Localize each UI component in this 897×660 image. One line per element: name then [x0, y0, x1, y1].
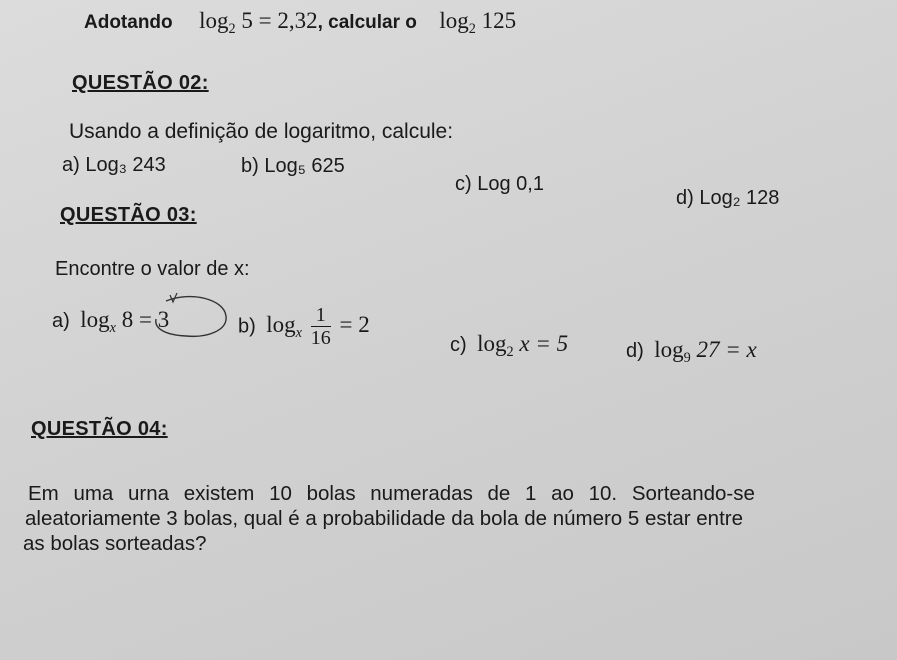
q3-item-a-expr [80, 307, 170, 336]
q2-item-b-letter: b) [241, 155, 259, 177]
q2-item-a-letter: a) [62, 154, 80, 176]
q3-item-b-letter: b) [238, 315, 256, 338]
q3-item-b-rest: = 2 [339, 312, 370, 338]
q3-item-a-log: log [80, 307, 110, 332]
intro-target-arg: 125 [481, 8, 517, 33]
q2-item-c-letter: c) [455, 173, 472, 195]
q2-item-b-expr: Log₅ 625 [264, 155, 345, 177]
q3-item-b-expr [266, 304, 370, 349]
q2-item-d [676, 187, 779, 210]
q3-item-d-base: 9 [683, 349, 691, 366]
q3-item-c-log: log [477, 331, 507, 356]
q4-heading: QUESTÃO 04: [31, 418, 168, 440]
q3-item-d-rest: 27 = x [696, 337, 757, 362]
q3-item-c-base: 2 [506, 343, 514, 360]
q2-instruction: Usando a definição de logaritmo, calcule: [69, 120, 454, 143]
intro-log-expression: $\log_2 5 = 2,32$ [199, 8, 318, 37]
q2-item-a-expr: Log₃ 243 [85, 154, 166, 176]
q3-item-b-log: log [266, 312, 296, 338]
q3-item-d-letter: d) [626, 340, 644, 362]
q3-item-a [52, 307, 170, 336]
q3-item-b-base: x [295, 325, 302, 342]
q3-item-a-rest: 8 = 3 [121, 307, 170, 332]
q3-item-b-numerator: 1 [311, 305, 331, 327]
q3-item-d-log: log [654, 337, 684, 362]
q3-instruction: Encontre o valor de x: [55, 258, 250, 280]
q3-item-c-expr [477, 331, 569, 360]
q2-item-a [62, 154, 166, 177]
q3-item-b-fraction [311, 305, 331, 349]
q4-line-3: as bolas sorteadas? [23, 532, 207, 555]
q2-item-d-expr: Log₂ 128 [699, 187, 780, 209]
q3-item-b [238, 305, 370, 349]
q2-item-d-letter: d) [676, 187, 694, 209]
intro-target-base: 2 [468, 20, 476, 37]
q2-item-c [455, 173, 544, 196]
q3-item-c-rest: x = 5 [519, 331, 569, 356]
q2-item-c-expr: Log 0,1 [477, 173, 544, 195]
q3-item-d [626, 337, 757, 366]
q3-item-c-letter: c) [450, 334, 467, 356]
q3-item-c [450, 331, 569, 360]
intro-target-expression: $\log_2 125$ [439, 8, 517, 37]
q4-line-2: aleatoriamente 3 bolas, qual é a probabilidade da bola de número 5 estar entre [25, 507, 743, 530]
q3-item-a-letter: a) [52, 310, 70, 332]
q3-item-a-base: x [109, 319, 116, 336]
q4-line-1: Em uma urna existem 10 bolas numeradas de 1 ao 10. Sorteando-se [28, 482, 755, 505]
q3-item-b-denominator: 16 [310, 327, 331, 349]
q2-heading: QUESTÃO 02: [72, 72, 209, 94]
q3-item-d-expr [654, 337, 757, 366]
q2-item-b [241, 155, 345, 178]
intro-line [84, 8, 517, 37]
intro-prefix: Adotando [84, 12, 173, 33]
intro-log-arg: 5 [241, 8, 253, 33]
intro-log-base: 2 [228, 20, 236, 37]
intro-middle: , calcular o [317, 12, 417, 33]
handwritten-circle-mark [146, 291, 230, 341]
intro-equals: = 2,32 [258, 8, 318, 33]
q3-heading: QUESTÃO 03: [60, 204, 197, 226]
